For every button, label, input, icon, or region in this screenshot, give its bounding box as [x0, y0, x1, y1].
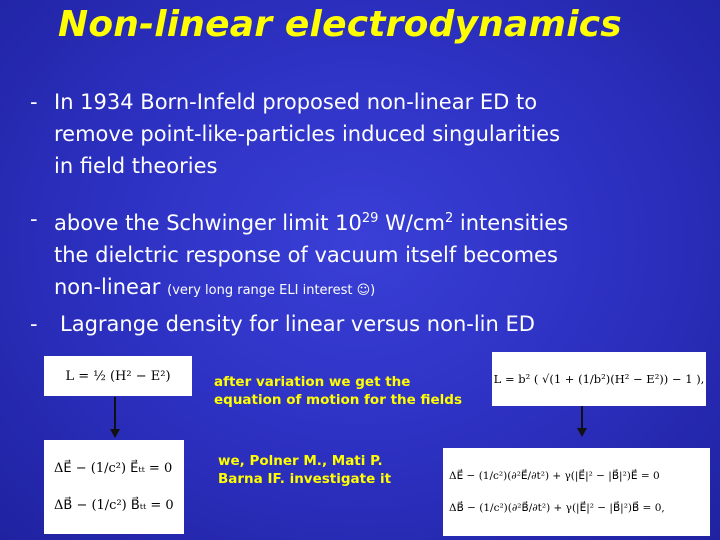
- right-arrow-down-icon: [577, 428, 587, 437]
- authors-note: [218, 452, 391, 488]
- nonlinear-text: non-linear: [54, 275, 168, 299]
- eli-note-end: ): [370, 283, 376, 298]
- note-line: we, Polner M., Mati P.: [218, 453, 383, 469]
- nonlinear-wave-equation-b: ΔB⃗ − (1/c²)(∂²B⃗/∂t²) + γ(|E⃗|² − |B⃗|²)B⃗ = 0,: [449, 502, 665, 514]
- smiley-icon: ☺: [356, 283, 371, 298]
- bullet-born-infeld: [30, 86, 560, 182]
- nonlinear-wave-equation-e: ΔE⃗ − (1/c²)(∂²E⃗/∂t²) + γ(|E⃗|² − |B⃗|²)E⃗ = 0: [449, 470, 660, 482]
- bullet-dash: -: [30, 207, 38, 231]
- linear-lagrangian-box: [44, 356, 192, 396]
- bullet-dash: -: [30, 312, 38, 336]
- bullet-schwinger: [30, 203, 568, 307]
- exponent: 2: [444, 211, 454, 226]
- linear-equations-box: [44, 440, 184, 534]
- note-line: after variation we get the: [214, 374, 411, 390]
- bullet-dash: -: [30, 90, 38, 114]
- bullet-line: In 1934 Born-Infeld proposed non-linear ED to: [54, 90, 538, 114]
- linear-wave-equation-e: ΔE⃗ − (1/c²) E⃗ₜₜ = 0: [54, 461, 173, 476]
- bullet-lagrange: [30, 308, 535, 340]
- exponent: 29: [361, 211, 379, 226]
- unit-text: W/cm: [378, 211, 445, 235]
- linear-wave-equation-b: ΔB⃗ − (1/c²) B⃗ₜₜ = 0: [54, 498, 174, 513]
- intensities-text: intensities: [453, 211, 569, 235]
- bullet-line: [30, 271, 568, 307]
- linear-lagrangian-formula: L = ½ (H² − E²): [65, 368, 171, 384]
- bullet-line: in field theories: [54, 154, 218, 178]
- right-arrow-shaft: [581, 406, 583, 430]
- slide-title: Non-linear electrodynamics: [58, 4, 622, 45]
- schwinger-text: above the Schwinger limit 10: [54, 211, 362, 235]
- note-line: Barna IF. investigate it: [218, 471, 392, 487]
- bullet-line: the dielctric response of vacuum itself becomes: [54, 243, 558, 267]
- note-line: equation of motion for the fields: [214, 392, 462, 408]
- bullet-line: remove point-like-particles induced singularities: [54, 122, 561, 146]
- left-arrow-down-icon: [110, 429, 120, 438]
- born-infeld-lagrangian-formula: L = b² ( √(1 + (1/b²)(H² − E²)) − 1 ),: [493, 372, 705, 386]
- left-arrow-shaft: [114, 397, 116, 431]
- bullet-line: [30, 203, 568, 239]
- variation-note: [214, 373, 462, 409]
- eli-note: (very long range ELI interest: [167, 283, 357, 298]
- bi-lagrangian-box: [492, 352, 706, 406]
- bullet-line: Lagrange density for linear versus non-lin ED: [60, 312, 535, 336]
- nonlinear-equations-box: [443, 448, 710, 536]
